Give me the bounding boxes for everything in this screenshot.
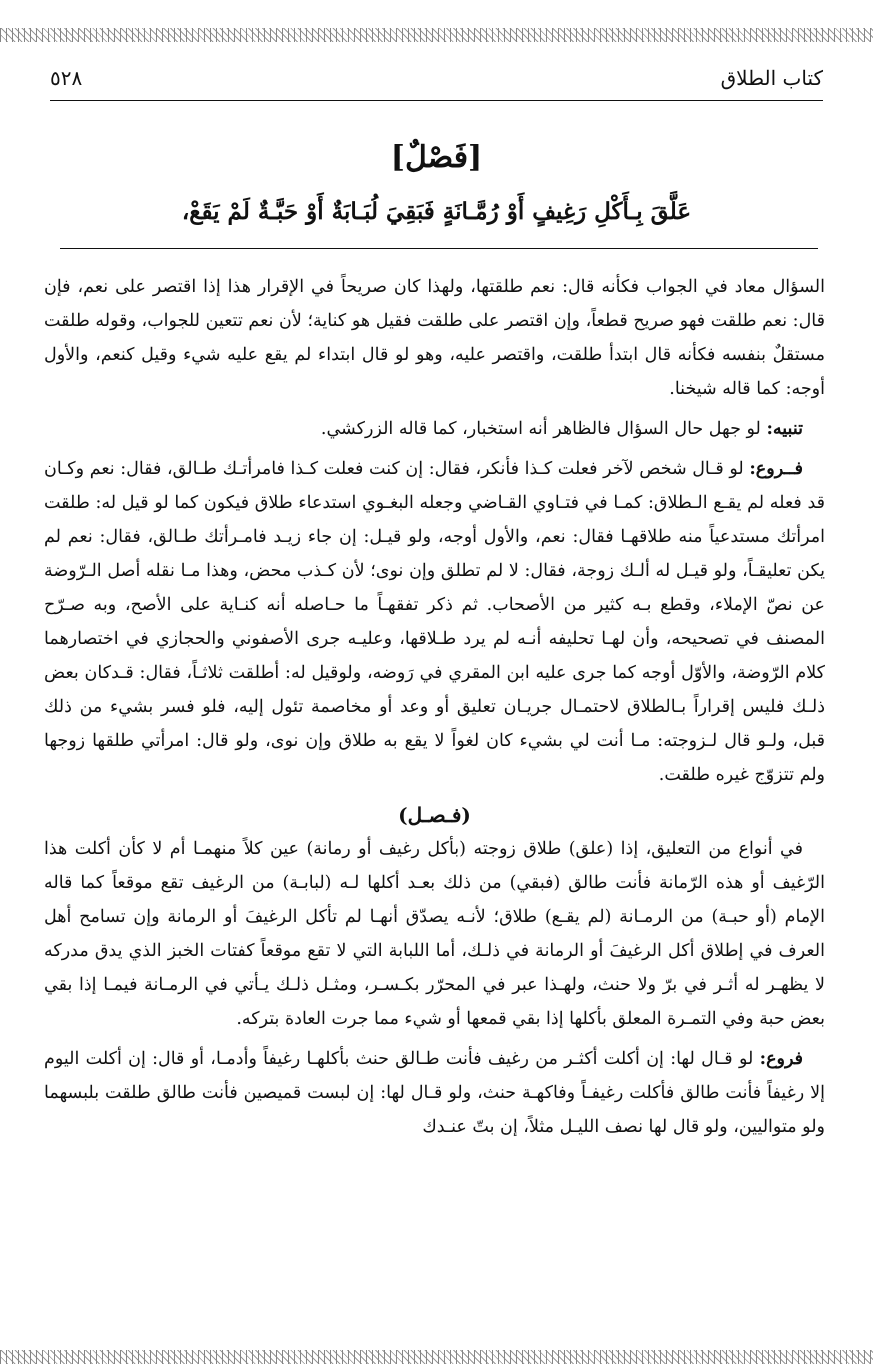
paragraph-text: في أنواع من التعليق، إذا (علق) طلاق زوجته (بأكل رغيف أو رمانة) عين كلاً منهمـا أم لا كأن أكلت هذا الرّغيف أو هذه الرّمانة فأنت طالق (فبقي) من ذلك بعـد أكلها لـه (لبابـة) من الرغيف تقع موقعاً كما قاله الإمام (أو حبـة) من الرمـانة (لم يقـع) طلاق؛ لأنـه يصدّق أنهـا لم تأكل الرغيفَ أو الرمانة وإن تسامح أهل العرف في إطلاق أكل الرغيفَ أو الرمانة في ذلـك، أما اللبابة التي لا تقع موقعاً كفتات الخبز الذي يدق مدركه لا يظهـر له أثـر في برّ ولا حنث، ولهـذا عبر في المحرّر بكـسـر، ومثـل ذلـك يـأتي في الرمـانة فيمـا إذا بقي بعض حبة وفي التمـرة المعلق بأكلها إذا بقي قمعها أو شيء مما جرت العادة بتركه. bbox=[44, 839, 825, 1029]
matn-text: عَلَّقَ بِـأَكْلِ رَغِيفٍ أَوْ رُمَّـانَةٍ فَبَقِيَ لُبَـابَةٌ أَوْ حَبَّـةٌ لَمْ يَقَعْ، bbox=[181, 198, 692, 225]
paragraph-text: السؤال معاد في الجواب فكأنه قال: نعم طلقتها، ولهذا كان صريحاً في الإقرار هذا إذا اقتصر على نعم، فإن قال: نعم طلقت فهو صريح قطعاً، وإن اقتصر على طلقت فقيل هو كناية؛ لأن نعم تتعين للجواب، وقوله طلقت مستقلٌ بنفسه فكأنه قال ابتدأ طلقت، واقتصر عليه، وهو لو قال ابتداء لم يقع عليه شيء وقيل كنعم، والأول أوجه: كما قاله شيخنا. bbox=[44, 277, 825, 399]
top-ornamental-border bbox=[0, 28, 873, 42]
paragraph bbox=[44, 270, 825, 406]
paragraph bbox=[44, 452, 825, 792]
paragraph-text: لو قـال لها: إن أكلت أكثـر من رغيف فأنت طـالق حنث بأكلهـا رغيفاً وأدمـا، أو قال: إن أكلت اليوم إلا رغيفاً فأنت طالق فأكلت رغيفـاً وفاكهـة حنث، ولو قـال لها: إن لبست قميصين فأنت طالق طلقت بلبسهما ولو متواليين، ولو قال لها نصف الليـل مثلاً، إن بتّ عنـدك bbox=[44, 1049, 825, 1137]
paragraph bbox=[44, 832, 825, 1036]
subsection-heading: (فـصـل) bbox=[398, 803, 471, 827]
page-header bbox=[50, 60, 823, 101]
section-title: [فَصْلٌ] bbox=[390, 140, 483, 175]
running-title: كتاب الطلاق bbox=[720, 66, 823, 90]
paragraph bbox=[44, 412, 825, 446]
paragraph bbox=[44, 1042, 825, 1144]
commentary-body bbox=[44, 270, 825, 1150]
paragraph-label: فروع: bbox=[759, 1049, 803, 1069]
paragraph-text: لو جهل حال السؤال فالظاهر أنه استخبار، كما قاله الزركشي. bbox=[320, 419, 761, 439]
matn-divider bbox=[60, 248, 818, 249]
paragraph-label: تنبيه: bbox=[766, 419, 803, 439]
page-number: ٥٢٨ bbox=[50, 66, 83, 90]
bottom-ornamental-border bbox=[0, 1350, 873, 1364]
paragraph-text: لو قـال شخص لآخر فعلت كـذا فأنكر، فقال: إن كنت فعلت كـذا فامرأتـك طـالق، فقال: نعم وكـان قد فعله لم يقـع الـطلاق: كمـا في فتـاوي القـاضي وجعله البغـوي استدعاء طلاق فيكون كما لو قيل له: طلقت امرأتك مستدعياً منه طلاقهـا فقال: نعم، والأول أوجه، ولو قيـل: إن جاء زيـد فامـرأتك طـالق، فقال: نعم لم يكن تعليقـاً، ولو قيـل له ألـك زوجة، فقال: لا لم تطلق وإن نوى؛ لأن كـذب محض، وهذا مـا نقله أصل الـرّوضة عن نصّ الإملاء، وقطع بـه كثير من الأصحاب. ثم ذكر تفقهـاً ما حـاصله أنه كنـاية على الأصح، وبه صـرّح المصنف في تصحيحه، وأن لهـا تحليفه أنـه لم يرد طـلاقها، وعليـه جرى الأصفوني والحجازي في اختصارهما كلام الرّوضة، والأوّل أوجه كما جرى عليه ابن المقري في رَوضه، ولوقيل له: أطلقت ثلاثـاً، فقال: قـدكان بعض ذلـك فليس إقراراً بـالطلاق لاحتمـال جريـان تعليق أو وعد أو مخاصمة تئول إليه، فلو فسر بشيء من ذلك قبل، ولـو قال لـزوجته: مـا أنت لي بشيء كان لغواً لا يقع به طلاق وإن نوى، ولو قال: امرأتي طلقها زوجها ولم تتزوّج غيره طلقت. bbox=[44, 459, 825, 785]
paragraph-label: فــروع: bbox=[749, 459, 803, 479]
